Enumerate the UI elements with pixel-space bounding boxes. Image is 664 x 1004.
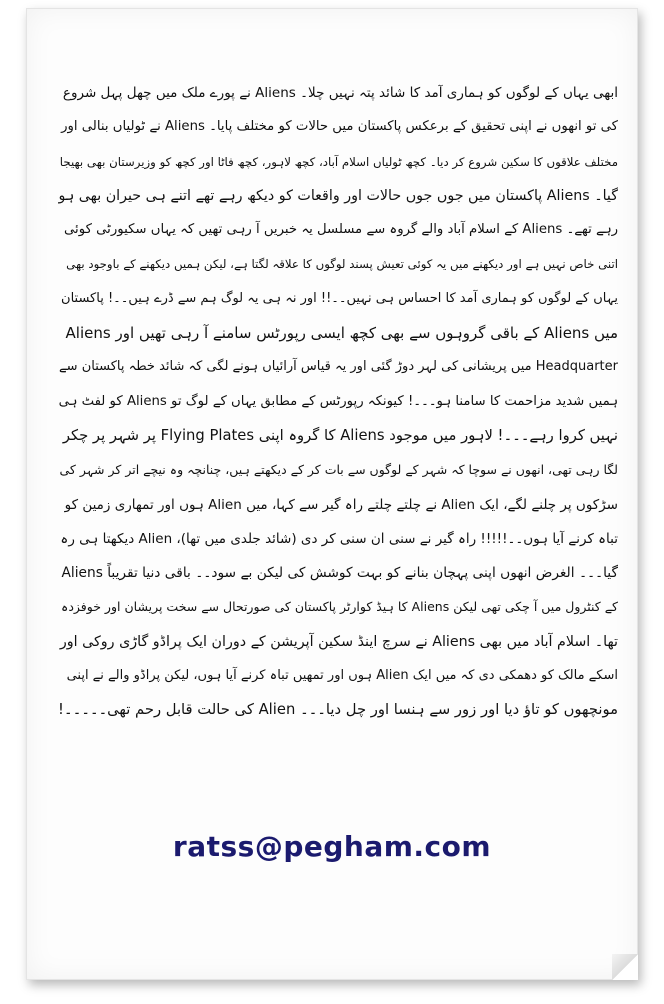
article-line: گیا۔ Aliens پاکستان میں جوں جوں حالات اور واقعات کو دیکھ رہے تھے اتنے ہی حیران بھی ہو <box>58 187 618 204</box>
article-line: اسکے مالک کو دھمکی دی کہ میں ایک Alien ہوں اور تمھیں تباہ کرنے آیا ہوں، لیکن پراڈو والے نے اپنی <box>66 668 618 684</box>
article-line: کے کنٹرول میں آ چکی تھی لیکن Aliens کا ہیڈ کوارٹر پاکستان کی صورتحال سے سخت پریشان اور خوفزدہ <box>61 599 618 615</box>
article-line: تھا۔ اسلام آباد میں بھی Aliens نے سرچ اینڈ سکین آپریشن کے دوران ایک پراڈو گاڑی روکی اور <box>59 633 618 650</box>
article-line: مختلف علاقوں کا سکین شروع کر دیا۔ کچھ ٹولیاں اسلام آباد، کچھ لاہور، کچھ فاٹا اور کچھ کو وزیرستان بھی بھیجا <box>59 154 618 169</box>
article-line: مونچھوں کو تاؤ دیا اور زور سے ہنسا اور چل دیا۔۔۔ Alien کی حالت قابل رحم تھی۔۔۔۔۔! <box>58 701 618 719</box>
article-line: سڑکوں پر چلنے لگے، ایک Alien نے چلتے چلتے راہ گیر سے کہا، میں Alien ہوں اور تمھاری زمین کو <box>64 496 618 513</box>
article-body <box>58 76 618 728</box>
article-line: نہیں کروا رہے۔۔۔! لاہور میں موجود Aliens کا گروہ اپنی Flying Plates پر شہر پر چکر <box>62 426 618 444</box>
article-line: کی تو انھوں نے اپنی تحقیق کے برعکس پاکستان میں حالات کو مختلف پایا۔ Aliens نے ٹولیاں بنالی اور <box>61 119 618 135</box>
article-line: تباہ کرنے آیا ہوں۔۔!!!!! راہ گیر نے سنی ان سنی کر دی (شائد جلدی میں تھا)، Alien دیکھتا ہی رہ <box>60 530 618 547</box>
article-line: میں Aliens کے باقی گروہوں سے بھی کچھ ایسی رپورٹس سامنے آ رہی تھیں اور Aliens <box>65 324 618 343</box>
article-line: ہمیں شدید مزاحمت کا سامنا ہو۔۔۔! کیونکہ رپورٹس کے مطابق یہاں کے لوگ تو Aliens کو لفٹ ہی <box>58 393 618 409</box>
article-line: اتنی خاص نہیں ہے اور دیکھنے میں یہ کوئی تعیش پسند لوگوں کا علاقہ لگتا ہے، لیکن ہمیں دیکھنے کے باوجود بھی <box>66 257 618 272</box>
article-line: Headquarter میں پریشانی کی لہر دوڑ گئی اور یہ قیاس آرائیاں ہونے لگی کہ شائد خطہ پاکستان سے <box>59 359 618 375</box>
article-line: یہاں کے لوگوں کو ہماری آمد کا احساس ہی نہیں۔۔!! اور نہ ہی یہ لوگ ہم سے ڈرے ہیں۔۔! پاکستان <box>61 290 618 306</box>
author-email[interactable]: ratss@pegham.com <box>172 830 492 863</box>
article-line: گیا۔۔۔ الغرض انھوں اپنی پہچان بنانے کو بہت کوشش کی لیکن بے سود۔۔ باقی دنیا تقریباً Aliens <box>61 565 618 582</box>
article-line: رہے تھے۔ Aliens کے اسلام آباد والے گروہ سے مسلسل یہ خبریں آ رہی تھیں کہ یہاں سکیورٹی کوئی <box>64 222 618 238</box>
article-line: ابھی یہاں کے لوگوں کو ہماری آمد کا شائد پتہ نہیں چلا۔ Aliens نے پورے ملک میں چھل پہل شروع <box>62 85 618 101</box>
article-line: لگا رہی تھی، انھوں نے سوچا کہ شہر کے لوگوں سے بات کر کے دیکھتے ہیں، چنانچہ وہ نیچے اتر کر شہر کی <box>59 462 618 478</box>
